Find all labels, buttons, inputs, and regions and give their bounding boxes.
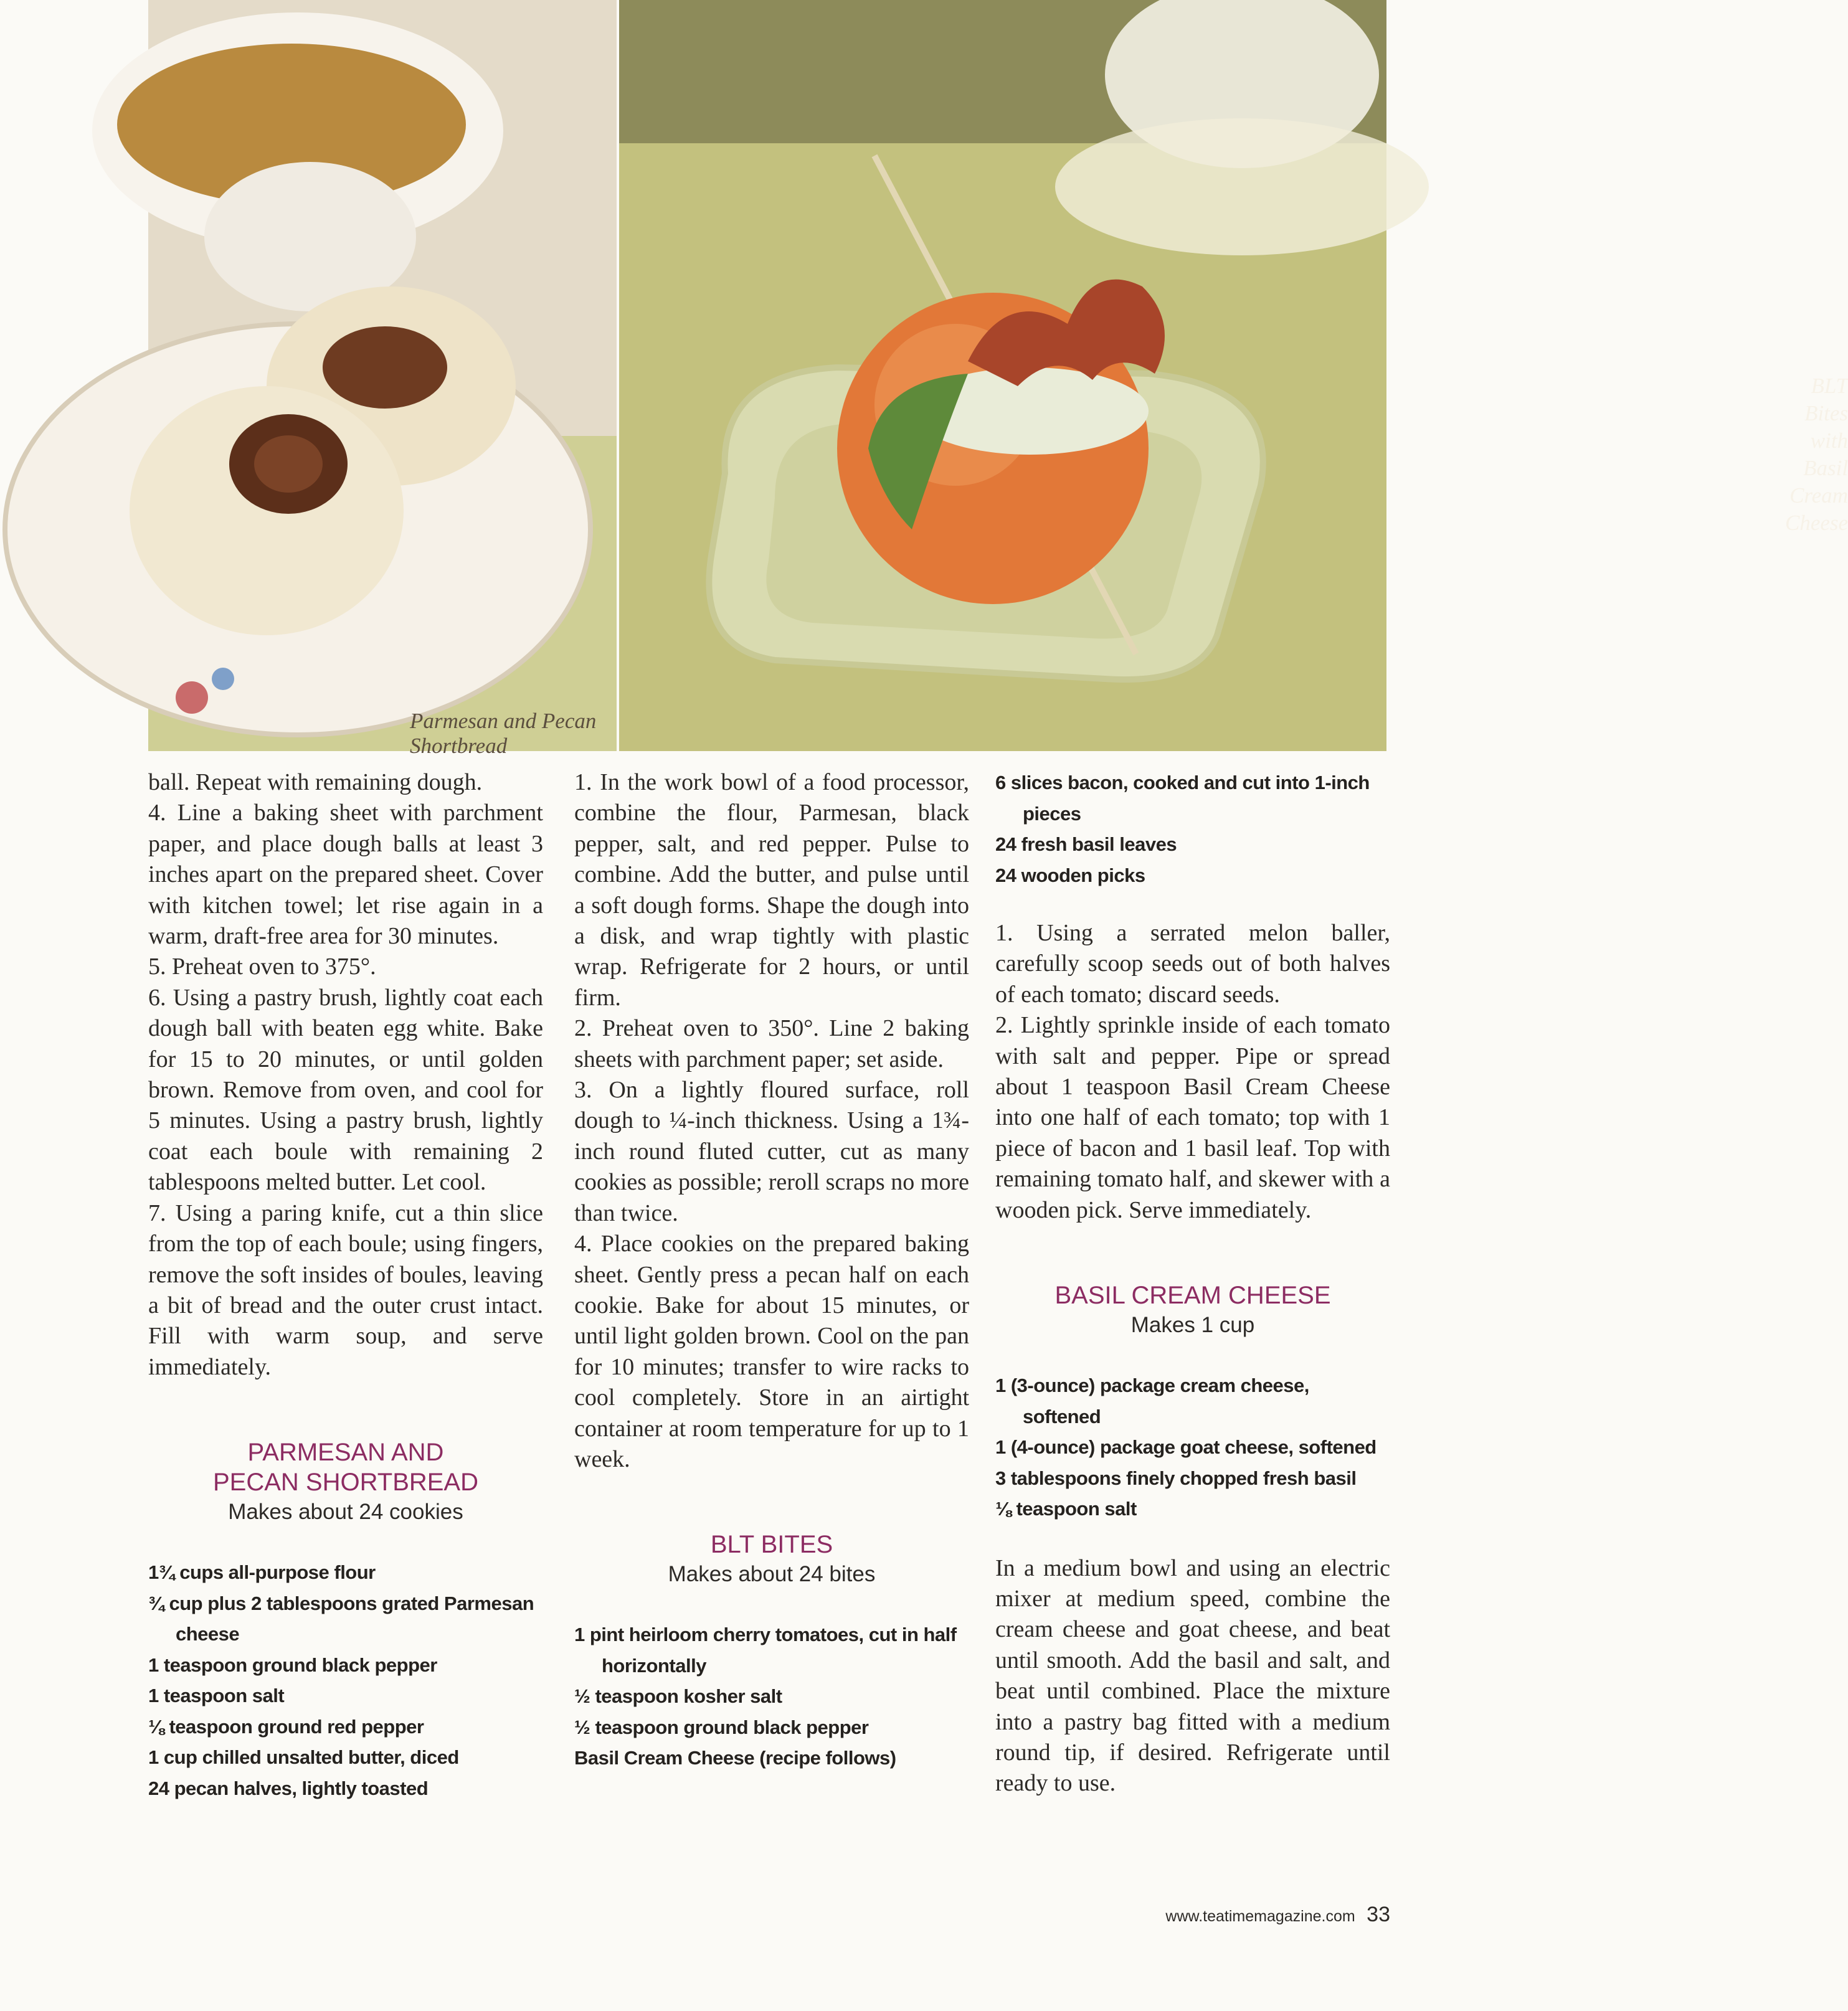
right-photo-caption	[1785, 372, 1848, 537]
ingredient-item: 24 fresh basil leaves	[995, 833, 1177, 855]
column-1	[148, 767, 543, 1804]
ingredient-list	[995, 767, 1390, 891]
recipe-yield: Makes 1 cup	[1130, 1313, 1255, 1338]
ingredient-list	[148, 1557, 543, 1804]
left-photo-caption: Parmesan and Pecan Shortbread	[410, 709, 597, 758]
page-footer	[1165, 1903, 1390, 1927]
title-line: PECAN SHORTBREAD	[212, 1469, 478, 1497]
ingredient-item: 1 cup chilled unsalted butter, diced	[148, 1746, 459, 1769]
ingredient-item: 1 teaspoon salt	[148, 1685, 285, 1707]
ingredient-item: 1 (4-ounce) package goat cheese, softened	[995, 1436, 1377, 1459]
ingredient-list	[574, 1619, 969, 1774]
recipe-yield: Makes about 24 bites	[668, 1562, 876, 1587]
step-text: 2. Preheat oven to 350°. Line 2 baking sheets with parchment paper; set aside.	[574, 1015, 969, 1072]
ingredient-list	[995, 1370, 1390, 1525]
ingredient-item: ¾ cup plus 2 tablespoons grated Parmesan cheese	[148, 1592, 534, 1645]
recipe-title-basil: BASIL CREAM CHEESE	[1054, 1282, 1331, 1310]
boule-steps	[148, 767, 543, 1383]
step-text: 1. In the work bowl of a food processor, combine the flour, Parmesan, black pepper, salt, and red pepper. Pulse to combine. Add the butter, and pulse until a soft dough forms. Shape the dough into a disk, and wrap tightly with plastic wrap. Refrigerate for 2 hours, or until firm.	[574, 769, 969, 1011]
ingredient-item: Basil Cream Cheese (recipe follows)	[574, 1747, 896, 1769]
shortbread-illustration	[148, 0, 617, 751]
website-url: www.teatimemagazine.com	[1165, 1908, 1355, 1925]
step-text: 3. On a lightly floured surface, roll dough to ¼-inch thickness. Using a 1¾-inch round fluted cutter, cut as many cookies as possible; reroll scraps no more than twice.	[574, 1077, 969, 1226]
right-caption-line1: BLT Bites with	[1804, 374, 1848, 453]
step-text: 7. Using a paring knife, cut a thin slice from the top of each boule; using fingers, remove the soft insides of boules, leaving a bit of bread and the outer crust intact. Fill with warm soup, and serve immediately.	[148, 1200, 543, 1380]
ingredient-item: 6 slices bacon, cooked and cut into 1-inch pieces	[995, 772, 1370, 825]
column-3	[995, 767, 1390, 1799]
step-text: 6. Using a pastry brush, lightly coat each dough ball with beaten egg white. Bake for 15 to 20 minutes, or until golden brown. Remove from oven, and cool for 5 minutes. Using a pastry brush, lightly coat each boule with remaining 2 tablespoons melted butter. Let cool.	[148, 984, 543, 1196]
ingredient-item: 3 tablespoons finely chopped fresh basil	[995, 1467, 1357, 1489]
shortbread-photo	[148, 0, 617, 758]
blt-steps	[995, 918, 1390, 1226]
step-text: 2. Lightly sprinkle inside of each tomato with salt and pepper. Pipe or spread about 1 teaspoon Basil Cream Cheese into one half of each tomato; top with 1 piece of bacon and 1 basil leaf. Top with remaining tomato half, and skewer with a wooden pick. Serve immediately.	[995, 1012, 1390, 1223]
page-number: 33	[1367, 1903, 1390, 1926]
ingredient-item: ⅛ teaspoon salt	[995, 1498, 1137, 1520]
ingredient-item: 1¾ cups all-purpose flour	[148, 1561, 376, 1584]
blt-photo	[619, 0, 1848, 751]
step-text: 1. Using a serrated melon baller, carefully scoop seeds out of both halves of each tomato; discard seeds.	[995, 920, 1390, 1008]
basil-method	[995, 1553, 1390, 1799]
step-text: 5. Preheat oven to 375°.	[148, 953, 376, 980]
ingredient-item: 1 pint heirloom cherry tomatoes, cut in half horizontally	[574, 1624, 957, 1677]
ingredient-item: ½ teaspoon ground black pepper	[574, 1716, 869, 1738]
column-2	[574, 767, 969, 1774]
ingredient-item: 24 pecan halves, lightly toasted	[148, 1777, 429, 1799]
ingredient-item: ½ teaspoon kosher salt	[574, 1685, 782, 1708]
step-text: 4. Place cookies on the prepared baking sheet. Gently press a pecan half on each cookie. Bake for about 15 minutes, or until light golden brown. Cool on the pan for 10 minutes; transfer to wire racks to cool completely. Store in an airtight container at room temperature for up to 1 week.	[574, 1231, 969, 1472]
recipe-title-shortbread	[148, 1437, 543, 1497]
blt-illustration	[619, 0, 1386, 751]
right-caption-line2: Basil Cream Cheese	[1785, 456, 1848, 535]
ingredient-item: 24 wooden picks	[995, 864, 1145, 886]
shortbread-steps	[574, 767, 969, 1475]
recipe-title-blt: BLT BITES	[710, 1531, 833, 1559]
step-text: ball. Repeat with remaining dough.	[148, 769, 483, 795]
ingredient-item: ⅛ teaspoon ground red pepper	[148, 1715, 424, 1738]
ingredient-item: 1 (3-ounce) package cream cheese, softened	[995, 1375, 1309, 1427]
step-text: 4. Line a baking sheet with parchment paper, and place dough balls at least 3 inches apart on the prepared sheet. Cover with kitchen towel; let rise again in a warm, draft-free area for 30 minutes.	[148, 800, 543, 950]
recipe-yield: Makes about 24 cookies	[228, 1500, 463, 1525]
title-line: PARMESAN AND	[247, 1439, 444, 1467]
step-text: In a medium bowl and using an electric mixer at medium speed, combine the cream cheese and goat cheese, and beat until smooth. Add the basil and salt, and beat until combined. Place the mixture into a pastry bag fitted with a medium round tip, if desired. Refrigerate until ready to use.	[995, 1554, 1390, 1797]
ingredient-item: 1 teaspoon ground black pepper	[148, 1654, 437, 1676]
